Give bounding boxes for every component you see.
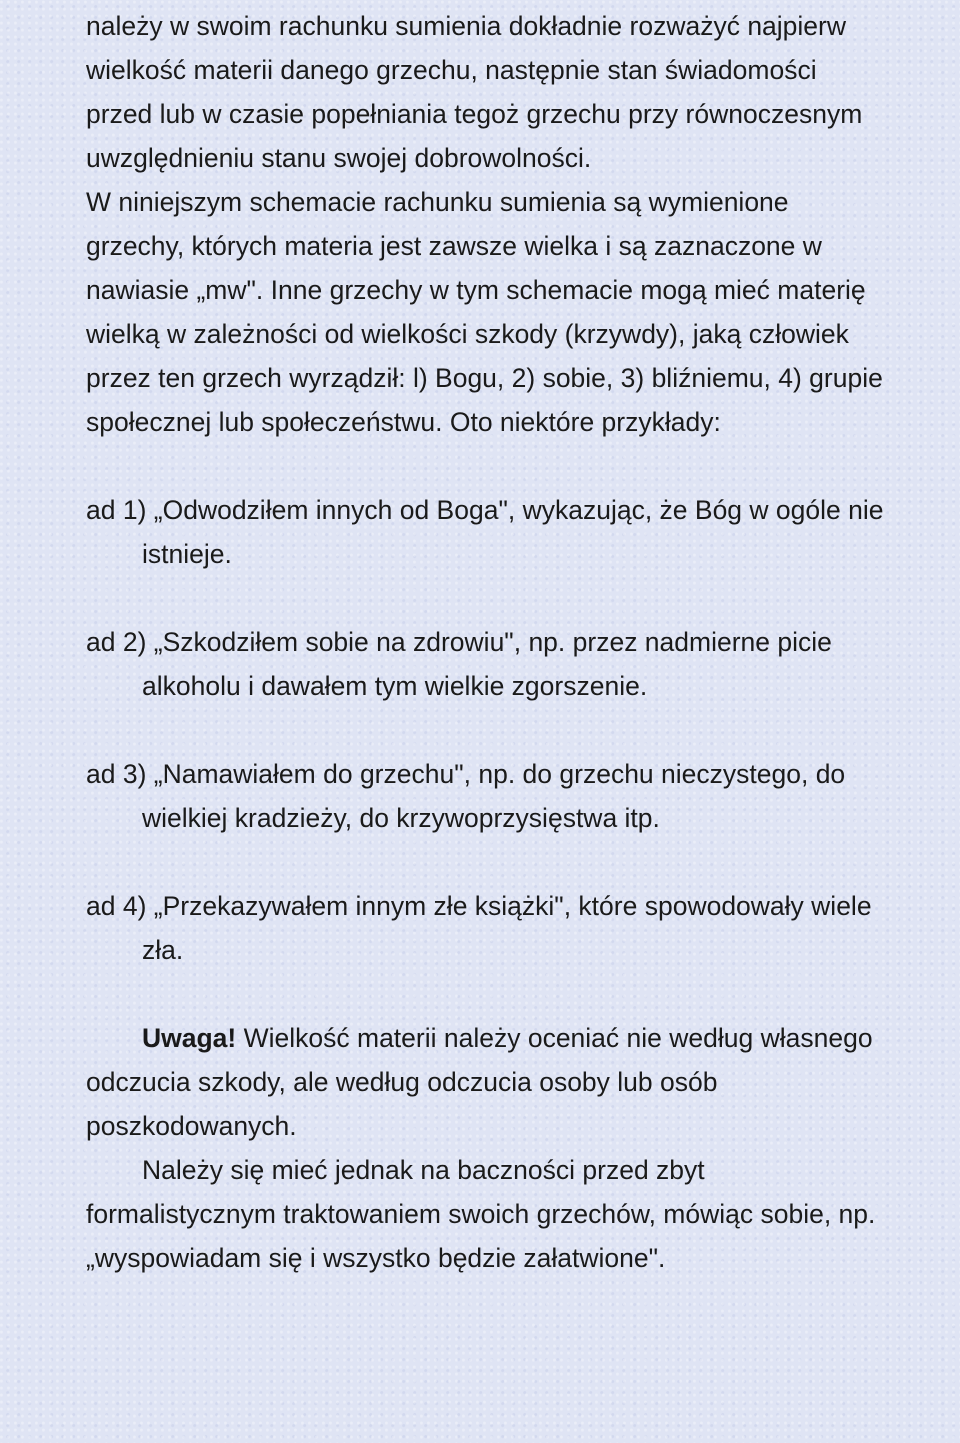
closing-paragraph: Należy się mieć jednak na baczności przed zbyt formalistycznym traktowaniem swoich grzechów, mówiąc sobie, np. „wyspowiadam się i wszystko będzie załatwione". [86, 1155, 876, 1273]
document-page [86, 0, 886, 1280]
note-text: Wielkość materii należy oceniać nie według własnego odczucia szkody, ale według odczucia osoby lub osób poszkodowanych. [86, 1023, 873, 1141]
example-item-1: ad 1) „Odwodziłem innych od Boga", wykazując, że Bóg w ogóle nie istnieje. [86, 495, 884, 569]
note-label: Uwaga! [142, 1023, 237, 1053]
example-item-4: ad 4) „Przekazywałem innym złe książki", które spowodowały wiele zła. [86, 891, 872, 965]
note-paragraph [86, 1016, 886, 1148]
intro-paragraph: należy w swoim rachunku sumienia dokładnie rozważyć najpierw wielkość materii danego grzechu, następnie stan świadomości przed lub w czasie popełniania tegoż grzechu przy równoczesnym uwzględnieniu stanu swojej dobrowolności. [86, 11, 863, 173]
example-item-3: ad 3) „Namawiałem do grzechu", np. do grzechu nieczystego, do wielkiej kradzieży, do krzywoprzysięstwa itp. [86, 759, 846, 833]
example-item-2: ad 2) „Szkodziłem sobie na zdrowiu", np. przez nadmierne picie alkoholu i dawałem tym wielkie zgorszenie. [86, 627, 832, 701]
scheme-paragraph: W niniejszym schemacie rachunku sumienia są wymienione grzechy, których materia jest zawsze wielka i są zaznaczone w nawiasie „mw". Inne grzechy w tym schemacie mogą mieć materię wielką w zależności od wielkości szkody (krzywdy), jaką człowiek przez ten grzech wyrządził: l) Bogu, 2) sobie, 3) bliźniemu, 4) grupie społecznej lub społeczeństwu. Oto niektóre przykłady: [86, 187, 883, 437]
